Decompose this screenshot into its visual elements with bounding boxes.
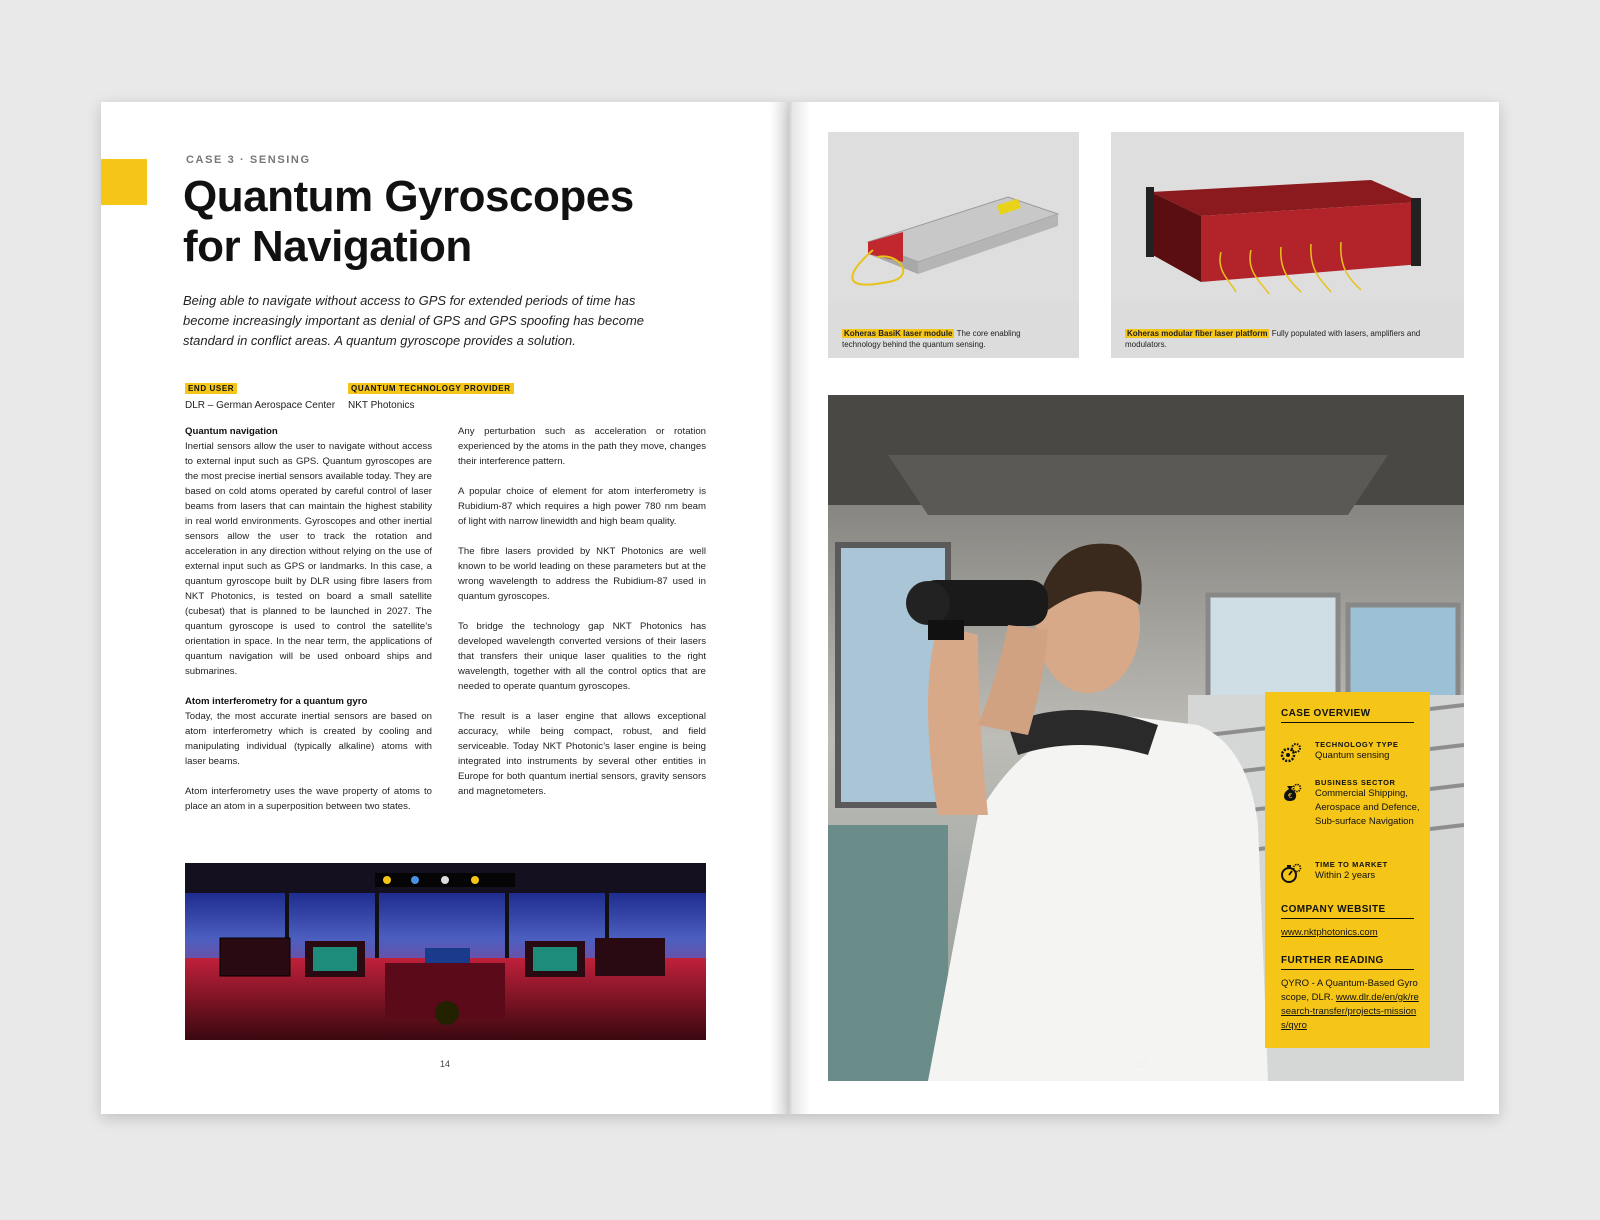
section-color-tab [101, 159, 147, 205]
time-to-market-label: TIME TO MARKET [1315, 860, 1388, 869]
paragraph: Today, the most accurate inertial sensors are based on atom interferometry which is created by cooling and manipulating individual (typically alkaline) atoms with laser beams. [185, 711, 432, 767]
paragraph: Atom interferometry uses the wave property of atoms to place an atom in a superposition between two states. [185, 786, 432, 812]
page-number-left: 14 [440, 1059, 451, 1069]
svg-text:€: € [1288, 792, 1293, 800]
laser-module-caption-title: Koheras BasiK laser module [844, 329, 953, 338]
title-line-2: for Navigation [183, 222, 472, 271]
paragraph: The fibre lasers provided by NKT Photonics are well known to be world leading on these parameters but at the wrong wavelength to address the Rubidium-87 used in quantum gyroscopes. [458, 546, 706, 602]
further-reading-text [1281, 977, 1419, 1033]
subheading-atom-interferometry: Atom interferometry for a quantum gyro [185, 696, 368, 707]
technology-type-row [1315, 740, 1425, 763]
laser-module-photo [828, 132, 1079, 358]
stopwatch-icon [1280, 862, 1302, 884]
paragraph: To bridge the technology gap NKT Photonics has developed wavelength converted versions of their lasers that transfers their unique laser qualities to the right wavelength, together with all the control optics that are needed to operate quantum gyroscopes. [458, 621, 706, 692]
provider-label: QUANTUM TECHNOLOGY PROVIDER [348, 383, 514, 394]
lead-paragraph: Being able to navigate without access to GPS for extended periods of time has become increasingly important as denial of GPS and GPS spoofing has become standard in conflict areas. A quantum gyroscope provides a solution. [183, 293, 645, 348]
end-user-meta [185, 378, 335, 411]
section-kicker: CASE 3 · SENSING [186, 154, 311, 166]
case-overview-heading: CASE OVERVIEW [1281, 708, 1414, 723]
spine-shadow [770, 102, 810, 1114]
title-line-1: Quantum Gyroscopes [183, 172, 634, 221]
further-reading-description: QYRO - A Quantum-Based Gyroscope, DLR. [1281, 978, 1418, 1003]
provider-meta [348, 378, 514, 411]
body-column-1 [185, 424, 432, 829]
paragraph: Any perturbation such as acceleration or rotation experienced by the atoms in the path they move, changes their interference pattern. [458, 426, 706, 467]
page-title [183, 172, 743, 272]
company-website-heading: COMPANY WEBSITE [1281, 904, 1414, 919]
paragraph: The result is a laser engine that allows exceptional accuracy, while being compact, robust, and field serviceable. Today NKT Photonic’s laser engine is being integrated into instruments by several other entities in Europe for both quantum inertial sensors, gravity sensors and magnetometers. [458, 711, 706, 797]
laser-module-caption [842, 328, 1057, 350]
time-to-market-row [1315, 860, 1425, 883]
laser-platform-photo [1111, 132, 1464, 358]
time-to-market-value: Within 2 years [1315, 870, 1376, 881]
money-bag-icon [1280, 780, 1302, 802]
end-user-value: DLR – German Aerospace Center [185, 400, 336, 411]
company-website-link[interactable]: www.nktphotonics.com [1281, 927, 1378, 938]
business-sector-label: BUSINESS SECTOR [1315, 778, 1396, 787]
laser-platform-caption [1125, 328, 1445, 350]
laser-module-caption-text: The core enabling technology behind the quantum sensing. [842, 329, 1021, 349]
page-number-right: 15 [1137, 1059, 1148, 1069]
end-user-label: END USER [185, 383, 237, 394]
technology-type-value: Quantum sensing [1315, 750, 1390, 761]
business-sector-value: Commercial Shipping, Aerospace and Defence, Sub-surface Navigation [1315, 788, 1420, 827]
further-reading-heading: FURTHER READING [1281, 955, 1414, 970]
further-reading-link[interactable]: www.dlr.de/en/gk/research-transfer/projects-missions/qyro [1281, 992, 1419, 1031]
subheading-quantum-navigation: Quantum navigation [185, 426, 278, 437]
technology-type-label: TECHNOLOGY TYPE [1315, 740, 1399, 749]
case-overview-box [1265, 692, 1430, 1048]
laser-platform-caption-title: Koheras modular fiber laser platform [1127, 329, 1268, 338]
laser-platform-caption-text: Fully populated with lasers, amplifiers and modulators. [1125, 329, 1421, 349]
provider-value: NKT Photonics [348, 400, 415, 411]
paragraph: Inertial sensors allow the user to navigate without access to external input such as GPS. Quantum gyroscopes are the most precise inertial sensors available today. They are based on cold atoms operated by careful control of laser beams from lasers that can maintain the highest stability in real world environments. Gyroscopes and other inertial sensors allow the user to track the rotation and acceleration in any direction without relying on the use of external input such as GPS or landmarks. In this case, a quantum gyroscope built by DLR using fibre lasers from NKT Photonics, is tested on board a small satellite (cubesat) that is planned to be launched in 2027. The quantum gyroscope is used to control the satellite’s orientation in space. In the near term, the applications of quantum navigation will be used onboard ships and submarines. [185, 441, 432, 677]
paragraph: A popular choice of element for atom interferometry is Rubidium-87 which requires a high power 780 nm beam of light with narrow linewidth and high beam quality. [458, 486, 706, 527]
ship-bridge-photo [185, 863, 706, 1040]
body-column-2 [458, 424, 706, 814]
business-sector-row [1315, 778, 1425, 829]
gears-icon [1280, 742, 1302, 764]
